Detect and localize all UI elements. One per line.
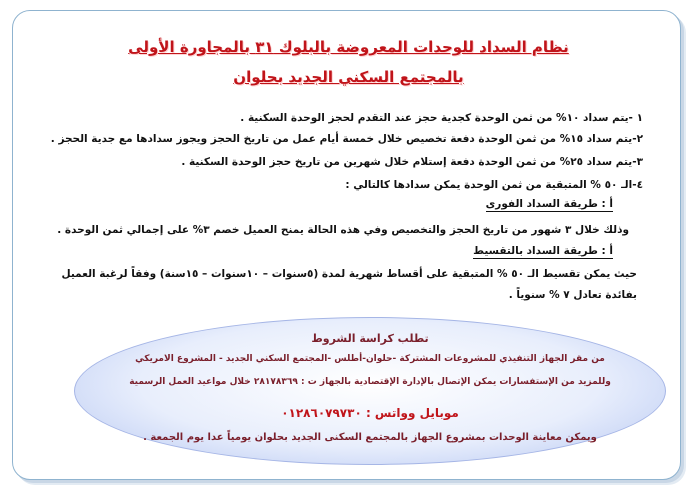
announcement-title-line2: بالمجتمع السكني الجديد بحلوان <box>233 68 464 86</box>
term-item-2: ٢-يتم سداد ١٥% من ثمن الوحدة دفعة تخصيص خلال خمسة أيام عمل من تاريخ الحجز ويجوز سدادها مع جدية الحجز . <box>50 133 643 145</box>
term-item-3: ٣-يتم سداد ٢٥% من ثمن الوحدة دفعة إستلام خلال شهرين من تاريخ حجز الوحدة السكنية . <box>181 156 643 168</box>
option-a-label: أ : طريقة السداد الفورى <box>485 198 613 210</box>
option-a-text: وذلك خلال ٣ شهور من تاريخ الحجز والتخصيص وفي هذه الحالة يمنح العميل خصم ٣% على إجمالي ثمن الوحدة . <box>57 224 629 236</box>
announcement-title-line1: نظام السداد للوحدات المعروضة بالبلوك ٣١ بالمجاورة الأولى <box>128 38 569 56</box>
term-item-1: ١ -يتم سداد ١٠% من ثمن الوحدة كجدية حجز عند التقدم لحجز الوحدة السكنية . <box>240 112 643 124</box>
option-b-text-line2: بفائدة تعادل ٧ % سنوياً . <box>508 289 637 301</box>
contact-info-ellipse <box>74 317 666 465</box>
info-line-last: ويمكن معاينة الوحدات بمشروع الجهاز بالمجتمع السكنى الجديد بحلوان يومياً عدا يوم الجمعة . <box>143 432 597 443</box>
option-b-text-line1: حيث يمكن تقسيط الـ ٥٠ % المتبقية على أقساط شهرية لمدة (٥سنوات – ١٠سنوات – ١٥سنة) وفقاً لرغبة العميل <box>61 268 637 280</box>
info-line-1: من مقر الجهاز التنفيذي للمشروعات المشتركة -حلوان-أطلس -المجتمع السكني الجديد - المشروع الامريكي <box>135 354 605 364</box>
info-phone-line: موبايل وواتس : ٠١٢٨٦٠٧٩٧٣٠ <box>281 406 459 420</box>
option-b-label: أ : طريقة السداد بالتقسيط <box>473 245 613 257</box>
term-item-4: ٤-الـ ٥٠ % المتبقية من ثمن الوحدة يمكن سدادها كالتالي : <box>345 179 643 191</box>
info-line-2: وللمزيد من الإستفسارات يمكن الإتصال بالإدارة الإقتصادية بالجهاز ت : ٢٨١٧٨٣٦٩ خلال مواعيد العمل الرسمية <box>129 377 611 387</box>
info-heading: تطلب كراسة الشروط <box>311 332 429 345</box>
